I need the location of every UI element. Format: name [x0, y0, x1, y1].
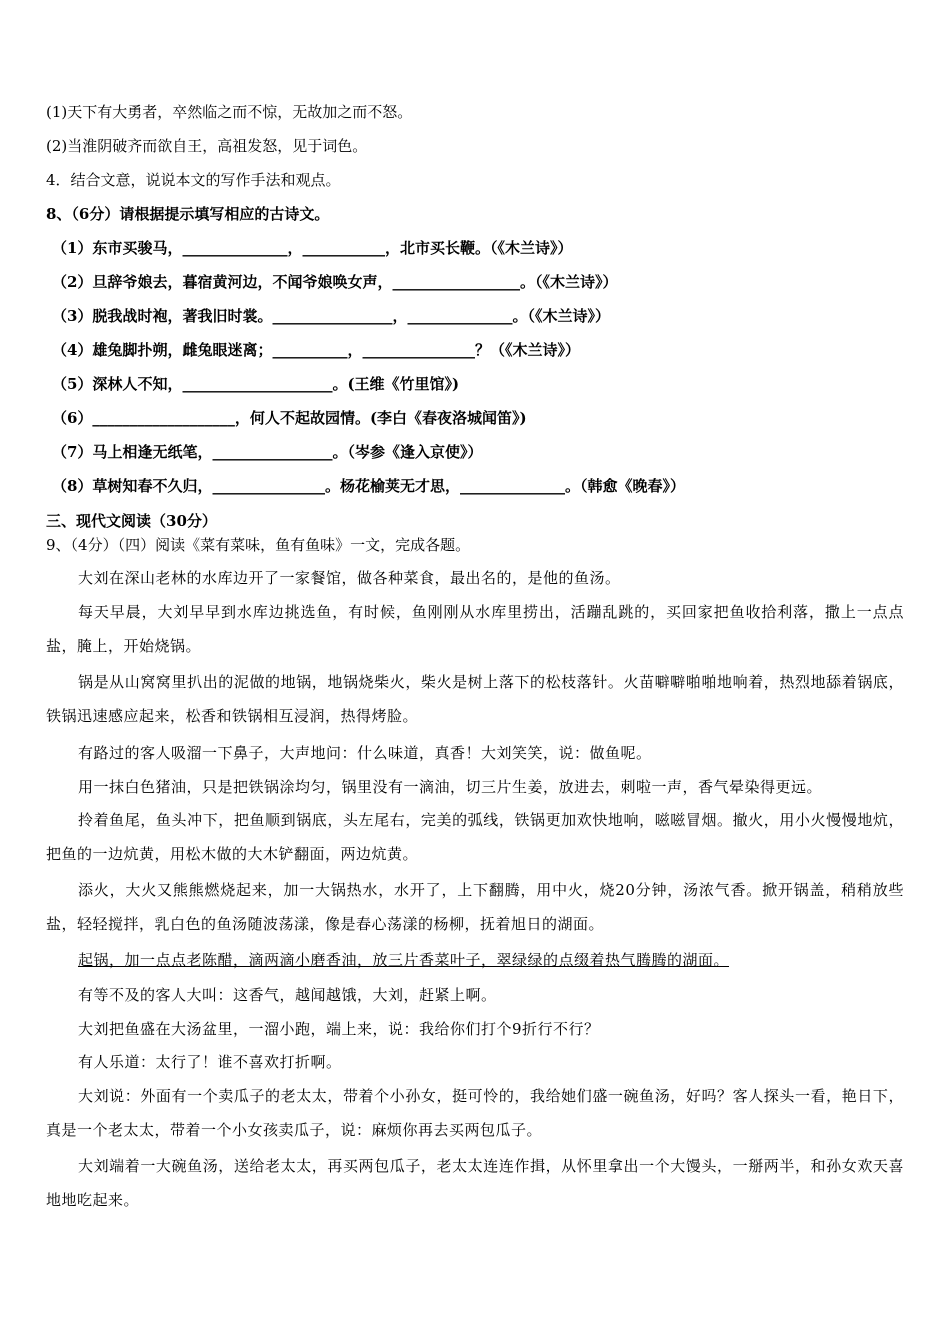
q8-item-4: （4）雄兔脚扑朔，雌兔眼迷离；__________，_______________？（《木兰诗》） [52, 341, 580, 359]
passage-paragraph-8-underlined [46, 943, 904, 977]
passage-paragraph-2: 每天早晨，大刘早早到水库边挑选鱼，有时候，鱼刚刚从水库里捞出，活蹦乱跳的，买回家把鱼收拾利落，撒上一点点盐，腌上，开始烧锅。 [46, 603, 904, 655]
passage-paragraph-13: 大刘端着一大碗鱼汤，送给老太太，再买两包瓜子，老太太连连作揖，从怀里拿出一个大馒头，一掰两半，和孙女欢天喜地地吃起来。 [46, 1157, 904, 1209]
passage-paragraph-5: 用一抹白色猪油，只是把铁锅涂均匀，锅里没有一滴油，切三片生姜，放进去，刺啦一声，香气晕染得更远。 [78, 778, 823, 796]
prev-question-1: (1)天下有大勇者，卒然临之而不惊，无故加之而不怒。 [46, 103, 413, 121]
section-3-heading: 三、现代文阅读（30分） [46, 512, 217, 530]
passage-paragraph-3: 锅是从山窝窝里扒出的泥做的地锅，地锅烧柴火，柴火是树上落下的松枝落针。火苗噼噼啪啪地响着，热烈地舔着锅底，铁锅迅速感应起来，松香和铁锅相互浸润，热得烤脸。 [46, 673, 904, 725]
q8-header: 8、（6分）请根据提示填写相应的古诗文。 [46, 205, 330, 223]
prev-question-2: (2)当淮阴破齐而欲自王，高祖发怒，见于词色。 [46, 137, 368, 155]
passage-paragraph-9: 有等不及的客人大叫：这香气，越闻越饿，大刘，赶紧上啊。 [78, 986, 497, 1004]
q8-item-5: （5）深林人不知，____________________。(王维《竹里馆》) [52, 375, 460, 393]
q8-item-2: （2）旦辞爷娘去，暮宿黄河边，不闻爷娘唤女声，_________________。（《木兰诗》） [52, 273, 618, 291]
q8-item-8: （8）草树知春不久归，_______________。杨花榆荚无才思，______________。（韩愈《晚春》） [52, 477, 685, 495]
q8-item-6: （6）___________________，何人不起故园情。(李白《春夜洛城闻笛》) [52, 409, 527, 427]
q8-item-7: （7）马上相逢无纸笔，________________。（岑参《逢入京使》） [52, 443, 483, 461]
q8-item-3: （3）脱我战时袍，著我旧时裳。________________，______________。（《木兰诗》） [52, 307, 610, 325]
passage-paragraph-7: 添火，大火又熊熊燃烧起来，加一大锅热水，水开了，上下翻腾，用中火，烧20分钟，汤浓气香。掀开锅盖，稍稍放些盐，轻轻搅拌，乳白色的鱼汤随波荡漾，像是春心荡漾的杨柳，抚着旭日的湖面。 [46, 881, 904, 933]
passage-paragraph-1: 大刘在深山老林的水库边开了一家餐馆，做各种菜食，最出名的，是他的鱼汤。 [78, 569, 621, 587]
q8-item-1: （1）东市买骏马，______________，___________，北市买长鞭。（《木兰诗》） [52, 239, 573, 257]
passage-paragraph-6: 拎着鱼尾，鱼头冲下，把鱼顺到锅底，头左尾右，完美的弧线，铁锅更加欢快地响，嗞嗞冒烟。撤火，用小火慢慢地炕，把鱼的一边炕黄，用松木做的大木铲翻面，两边炕黄。 [46, 811, 904, 863]
passage-paragraph-10: 大刘把鱼盛在大汤盆里，一溜小跑，端上来，说：我给你们打个9折行不行？ [78, 1020, 600, 1038]
passage-paragraph-12: 大刘说：外面有一个卖瓜子的老太太，带着个小孙女，挺可怜的，我给她们盛一碗鱼汤，好吗？客人探头一看，艳日下，真是一个老太太，带着一个小女孩卖瓜子，说：麻烦你再去买两包瓜子。 [46, 1087, 904, 1139]
underlined-sentence: 起锅，加一点点老陈醋，滴两滴小磨香油，放三片香菜叶子，翠绿绿的点缀着热气腾腾的湖面。 [78, 951, 730, 969]
passage-paragraph-4: 有路过的客人吸溜一下鼻子，大声地问：什么味道，真香！大刘笑笑，说：做鱼呢。 [78, 744, 652, 762]
q9-intro: 9、（4分）（四）阅读《菜有菜味，鱼有鱼味》一文，完成各题。 [46, 536, 471, 554]
prev-question-4: 4．结合文意，说说本文的写作手法和观点。 [46, 171, 341, 189]
passage-paragraph-11: 有人乐道：太行了！谁不喜欢打折啊。 [78, 1053, 342, 1071]
